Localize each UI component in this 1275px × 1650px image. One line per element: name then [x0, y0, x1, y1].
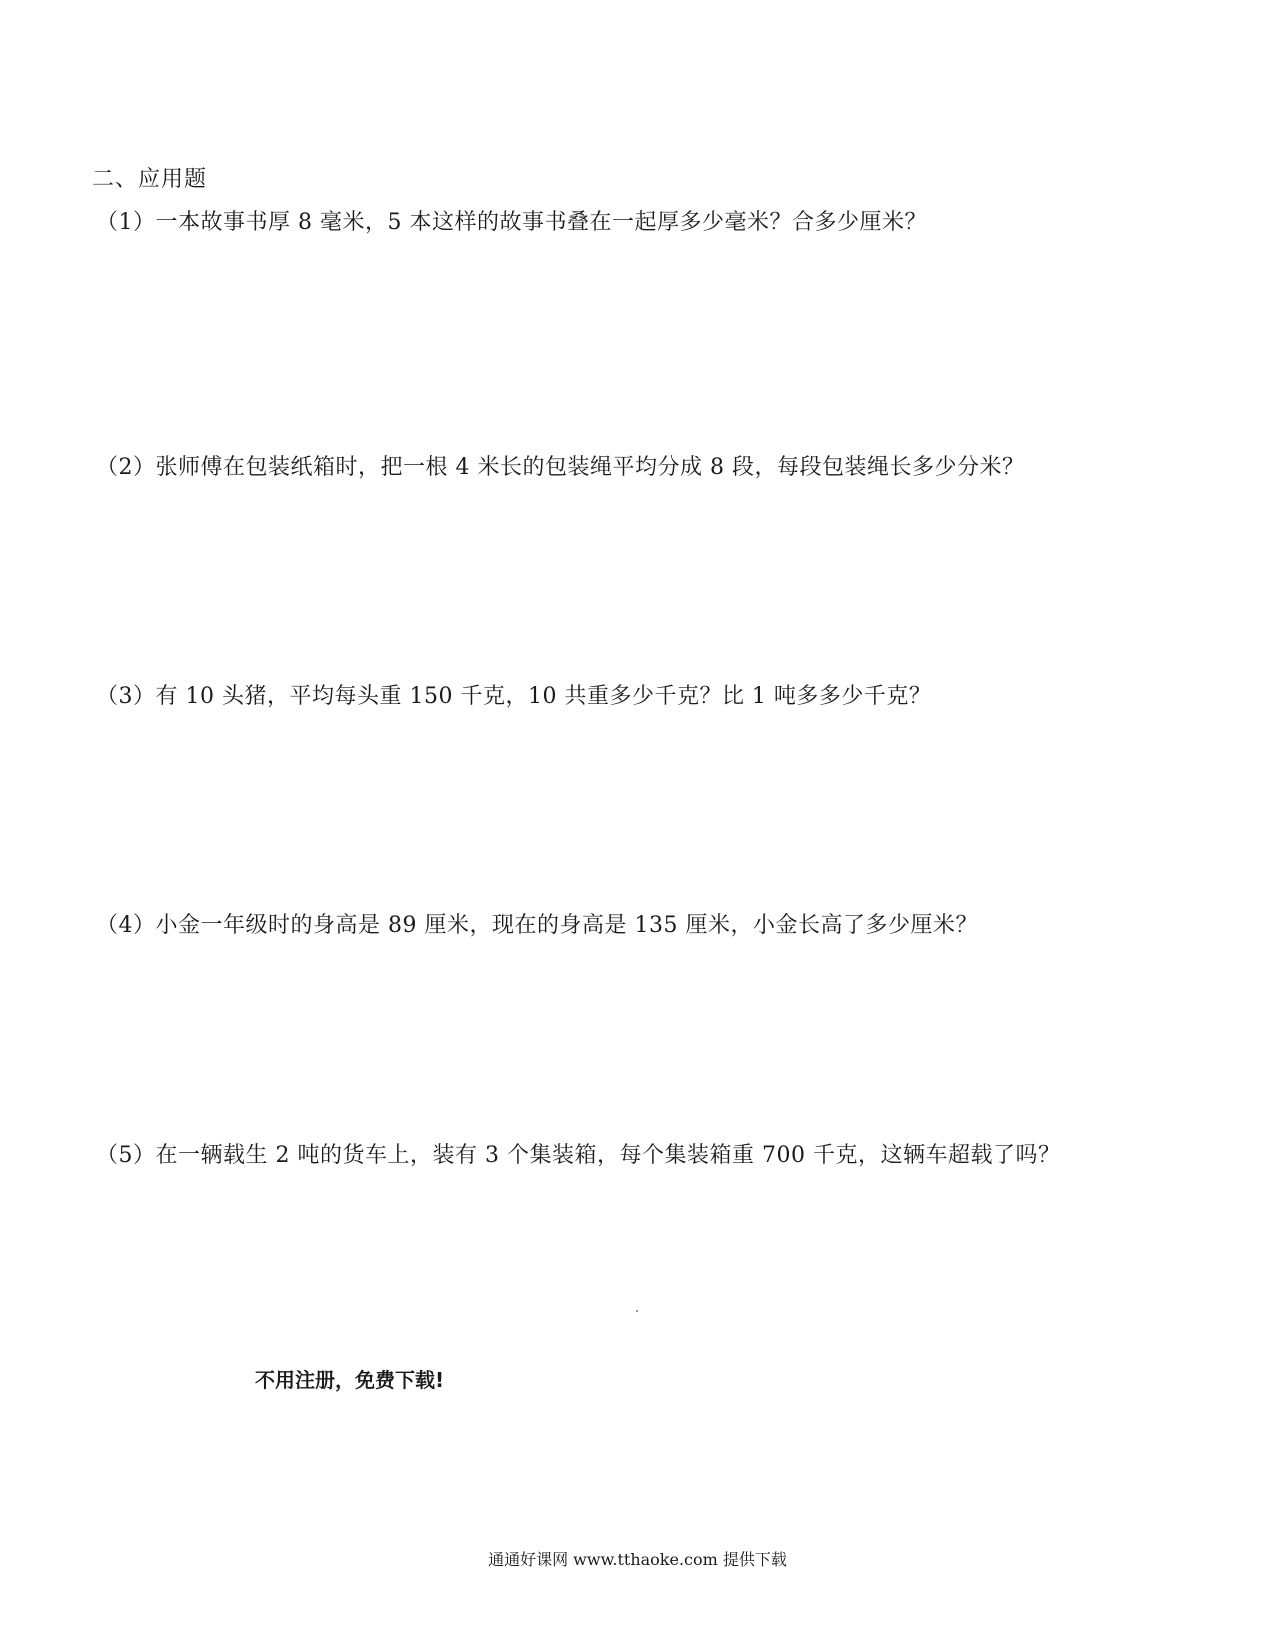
section-title: 二、应用题: [92, 167, 208, 192]
question-5: （5）在一辆载生 2 吨的货车上，装有 3 个集装箱，每个集装箱重 700 千克，这辆车超载了吗？: [96, 1143, 1061, 1168]
question-2: （2）张师傅在包装纸箱时，把一根 4 米长的包装绳平均分成 8 段，每段包装绳长多少分米？: [96, 455, 1025, 480]
question-4: （4）小金一年级时的身高是 89 厘米，现在的身高是 135 厘米，小金长高了多少厘米？: [96, 913, 978, 938]
promo-text: 不用注册，免费下载!: [255, 1368, 445, 1392]
page-footer: 通通好课网 www.tthaoke.com 提供下载: [488, 1550, 787, 1569]
question-3: （3）有 10 头猪，平均每头重 150 千克，10 共重多少千克？比 1 吨多多少千克？: [96, 684, 932, 709]
scan-speck: [636, 1310, 638, 1312]
question-1: （1）一本故事书厚 8 毫米，5 本这样的故事书叠在一起厚多少毫米？合多少厘米？: [96, 210, 927, 235]
